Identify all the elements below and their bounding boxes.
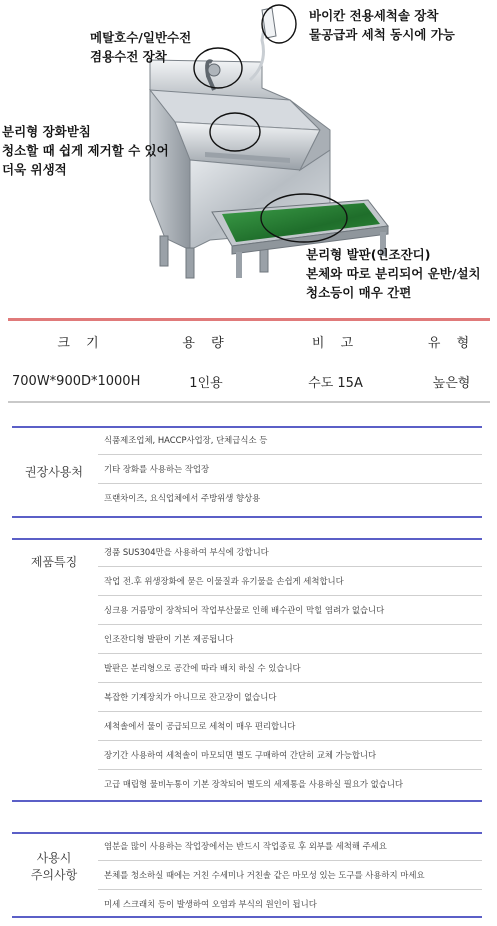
section-title-line: 주의사항	[30, 868, 78, 882]
product-illustration	[0, 0, 497, 318]
callout-line: 분리형 발판(인조잔디)	[306, 247, 431, 262]
header-note: 비 고	[311, 335, 360, 351]
callout-metal-hose	[90, 28, 191, 66]
callout-line: 본체와 따로 분리되어 운반/설치	[306, 266, 481, 281]
table-bottom-rule	[8, 401, 490, 403]
section-title-line: 사용시	[36, 851, 72, 865]
callout-line: 메탈호수/일반수전	[90, 30, 192, 45]
section-title: 권장사용처	[25, 465, 83, 479]
list-item: 염분을 많이 사용하는 작업장에서는 반드시 작업종료 후 외부를 세척해 주세요	[98, 832, 482, 861]
list-item: 미세 스크래치 등이 발생하여 오염과 부식의 원인이 됩니다	[104, 899, 317, 909]
callout-line: 더욱 위생적	[2, 162, 67, 177]
spec-value-row	[8, 361, 490, 401]
list-item: 세척솔에서 물이 공급되므로 세척이 매우 편리합니다	[98, 712, 482, 741]
callout-line: 분리형 장화받침	[2, 124, 91, 139]
section-cautions	[12, 832, 482, 918]
value-type: 높은형	[432, 375, 471, 391]
section-title	[12, 850, 96, 884]
list-item: 식품제조업체, HACCP사업장, 단체급식소 등	[98, 426, 482, 455]
list-item: 작업 전.후 위생장화에 묻은 이물질과 유기물을 손쉽게 세척합니다	[98, 567, 482, 596]
section-bottom-rule	[12, 800, 482, 802]
list-item: 싱크용 거름망이 장착되어 작업부산물로 인해 배수관이 막힐 염려가 없습니다	[98, 596, 482, 625]
section-features	[12, 538, 482, 802]
list-item: 경품 SUS304만을 사용하여 부식에 강합니다	[98, 538, 482, 567]
list-item: 프랜차이즈, 요식업체에서 주방위생 향상용	[104, 493, 261, 503]
section-items	[98, 538, 482, 799]
callout-bycan-nozzle	[309, 6, 455, 44]
list-item: 장기간 사용하여 세척솔이 마모되면 별도 구매하여 간단히 교체 가능합니다	[98, 741, 482, 770]
list-item: 본체를 청소하실 때에는 거친 수세미나 거친솔 같은 마모성 있는 도구를 사용하지 마세요	[98, 861, 482, 890]
callout-line: 겸용수전 장착	[90, 49, 167, 64]
callout-shoe-rack	[2, 122, 169, 179]
value-size: 700W*900D*1000H	[12, 373, 141, 389]
spec-header-row	[8, 321, 490, 361]
callout-line: 바이칸 전용세척솔 장착	[309, 8, 439, 23]
header-size: 크 기	[57, 335, 105, 351]
callout-line: 청소등이 매우 간편	[306, 285, 412, 300]
section-items	[98, 832, 482, 919]
spec-table	[8, 318, 490, 403]
callout-footboard	[306, 245, 481, 302]
list-item: 발판은 분리형으로 공간에 따라 배치 하실 수 있습니다	[98, 654, 482, 683]
section-recommended-use	[12, 426, 482, 518]
list-item: 기타 장화를 사용하는 작업장	[98, 455, 482, 484]
list-item: 인조잔디형 발판이 기본 제공됩니다	[98, 625, 482, 654]
list-item: 고급 매립형 물비누통이 기본 장착되어 별도의 세제통을 사용하실 필요가 없습니다	[104, 779, 404, 789]
section-bottom-rule	[12, 916, 482, 918]
callout-line: 청소할 때 쉽게 제거할 수 있어	[2, 143, 169, 158]
section-title: 제품특징	[30, 555, 78, 569]
value-note: 수도 15A	[308, 375, 363, 391]
section-items	[98, 426, 482, 513]
header-capacity: 용 량	[182, 335, 230, 351]
header-type: 유 형	[427, 335, 476, 351]
list-item: 복잡한 기계장치가 아니므로 잔고장이 없습니다	[98, 683, 482, 712]
value-capacity: 1인용	[189, 375, 223, 391]
section-bottom-rule	[12, 516, 482, 518]
callout-line: 물공급과 세척 동시에 가능	[309, 27, 455, 42]
